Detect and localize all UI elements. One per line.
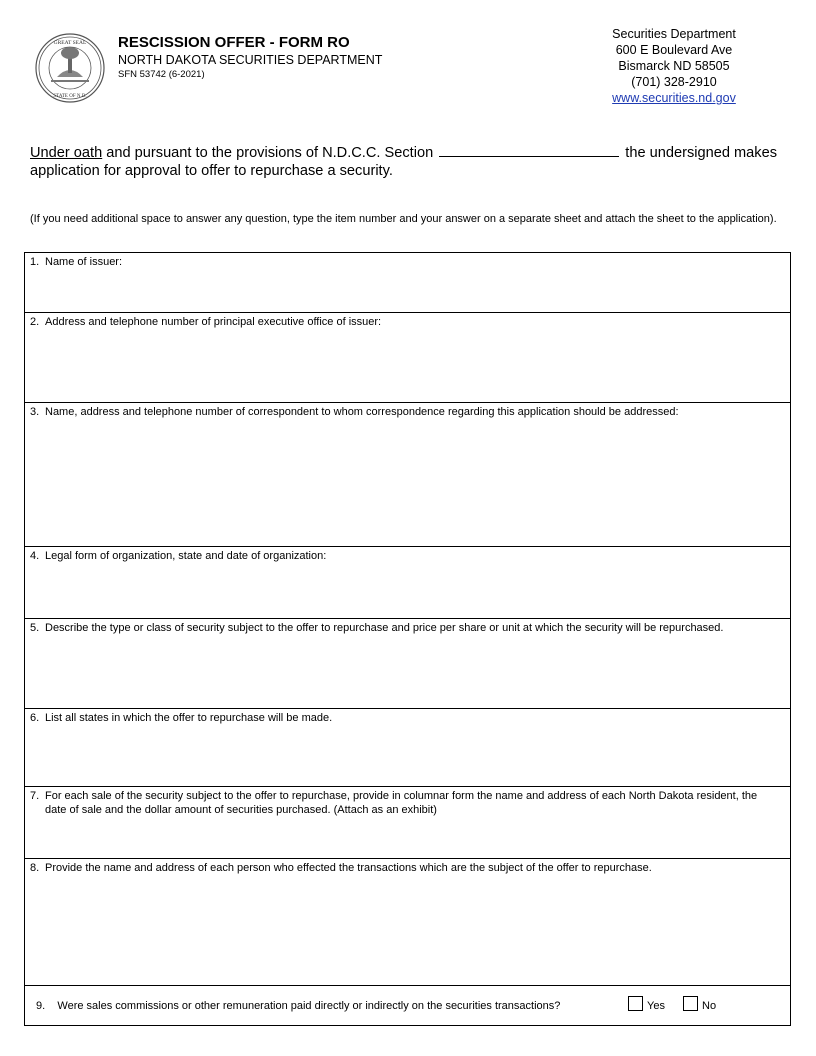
item-number: 2. <box>30 316 40 328</box>
great-seal-logo <box>35 33 105 103</box>
form-number: SFN 53742 (6-2021) <box>118 69 205 80</box>
contact-name: Securities Department <box>612 27 736 41</box>
item-label: Address and telephone number of principal executive office of issuer: <box>45 316 382 328</box>
contact-block <box>574 26 774 106</box>
item-6-field[interactable] <box>25 709 790 787</box>
svg-text:STATE OF N.D.: STATE OF N.D. <box>53 94 87 99</box>
form-title: RESCISSION OFFER - FORM RO <box>118 34 350 51</box>
intro-text-part1: and pursuant to the provisions of N.D.C.C. Section <box>102 145 438 161</box>
item-label: Name of issuer: <box>45 256 123 268</box>
intro-text-part2: the undersigned makes application for approval to offer to repurchase a security. <box>30 145 777 179</box>
item-number: 8. <box>30 862 40 874</box>
under-oath-text: Under oath <box>30 145 103 161</box>
item-9-row <box>25 986 790 1026</box>
item-number: 9. <box>36 1000 46 1012</box>
item-9-question <box>36 999 560 1013</box>
item-number: 7. <box>30 790 40 802</box>
form-questions-box <box>24 252 791 1026</box>
item-8-field[interactable] <box>25 859 790 986</box>
contact-address-line1: 600 E Boulevard Ave <box>615 43 733 57</box>
yes-checkbox[interactable] <box>628 996 643 1011</box>
no-checkbox[interactable] <box>683 996 698 1011</box>
item-label: Name, address and telephone number of correspondent to whom correspondence regarding this application should be addressed: <box>45 406 679 418</box>
item-number: 6. <box>30 712 40 724</box>
item-number: 5. <box>30 622 40 634</box>
item-2-field[interactable] <box>25 313 790 403</box>
item-number: 3. <box>30 406 40 418</box>
ndcc-section-field[interactable] <box>439 143 619 157</box>
item-3-field[interactable] <box>25 403 790 547</box>
additional-space-note: (If you need additional space to answer any question, type the item number and your answer on a separate sheet and attach the sheet to the application). <box>30 213 777 225</box>
department-name: NORTH DAKOTA SECURITIES DEPARTMENT <box>118 53 383 67</box>
item-label: For each sale of the security subject to the offer to repurchase, provide in columnar form the name and address of each North Dakota resident, the date of sale and the dollar amount of securities purchased. (Attach as an exhibit) <box>45 790 758 816</box>
intro-statement <box>30 143 790 180</box>
website-link[interactable]: www.securities.nd.gov <box>612 91 736 105</box>
item-1-field[interactable] <box>25 253 790 313</box>
no-label: No <box>702 1000 717 1012</box>
item-label: Describe the type or class of security subject to the offer to repurchase and price per share or unit at which the security will be repurchased. <box>45 622 724 634</box>
item-number: 1. <box>30 256 40 268</box>
item-label: Were sales commissions or other remuneration paid directly or indirectly on the securities transactions? <box>57 1000 561 1012</box>
contact-address-line2: Bismarck ND 58505 <box>618 59 730 73</box>
item-5-field[interactable] <box>25 619 790 709</box>
contact-phone: (701) 328-2910 <box>631 75 717 89</box>
item-7-field[interactable] <box>25 787 790 859</box>
yes-label: Yes <box>647 1000 665 1012</box>
svg-text:GREAT SEAL: GREAT SEAL <box>53 40 87 46</box>
item-label: Provide the name and address of each person who effected the transactions which are the subject of the offer to repurchase. <box>45 862 652 874</box>
form-header <box>118 34 382 81</box>
item-number: 4. <box>30 550 40 562</box>
item-label: Legal form of organization, state and date of organization: <box>45 550 327 562</box>
item-4-field[interactable] <box>25 547 790 619</box>
item-label: List all states in which the offer to repurchase will be made. <box>45 712 333 724</box>
